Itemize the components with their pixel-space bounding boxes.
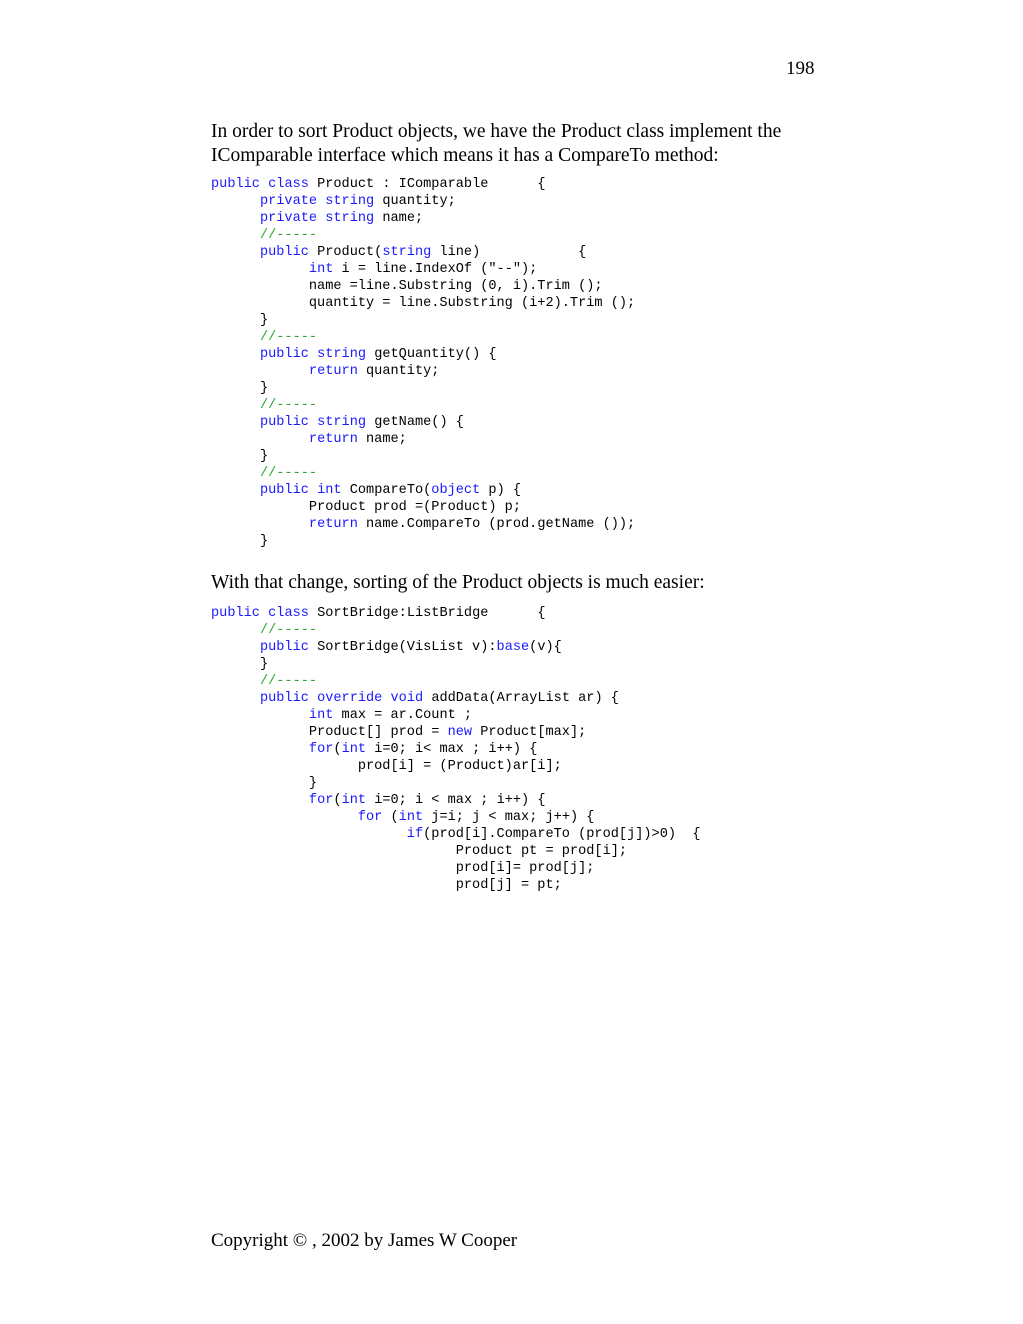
code-text: } bbox=[211, 534, 269, 549]
code-line bbox=[211, 605, 700, 622]
code-text: i=0; i < max ; i++) { bbox=[366, 793, 546, 808]
code-keyword: public bbox=[259, 691, 309, 706]
code-text: quantity = line.Substring (i+2).Trim (); bbox=[211, 296, 636, 311]
code-line bbox=[211, 261, 635, 278]
code-line bbox=[211, 622, 700, 639]
code-text bbox=[260, 177, 268, 192]
code-text bbox=[211, 228, 260, 243]
code-keyword: return bbox=[308, 432, 358, 447]
code-keyword: string bbox=[325, 211, 375, 226]
code-text: } bbox=[211, 657, 269, 672]
code-text: name =line.Substring (0, i).Trim (); bbox=[211, 279, 603, 294]
code-text bbox=[211, 364, 309, 379]
code-text bbox=[211, 330, 260, 345]
code-line bbox=[211, 312, 635, 329]
code-text bbox=[211, 640, 260, 655]
code-line bbox=[211, 210, 635, 227]
code-text: i = line.IndexOf ("--"); bbox=[333, 262, 538, 277]
code-text: getName() { bbox=[366, 415, 464, 430]
code-text: (v){ bbox=[529, 640, 562, 655]
code-text bbox=[211, 194, 260, 209]
code-text bbox=[211, 742, 309, 757]
code-text bbox=[211, 674, 260, 689]
code-keyword: for bbox=[308, 742, 334, 757]
code-text bbox=[211, 432, 309, 447]
code-line bbox=[211, 244, 635, 261]
code-text bbox=[211, 810, 358, 825]
code-line bbox=[211, 639, 700, 656]
code-keyword: class bbox=[268, 606, 309, 621]
code-line bbox=[211, 499, 635, 516]
code-line bbox=[211, 193, 635, 210]
code-line bbox=[211, 346, 635, 363]
code-text: addData(ArrayList ar) { bbox=[423, 691, 619, 706]
code-keyword: class bbox=[268, 177, 309, 192]
code-text: max = ar.Count ; bbox=[333, 708, 473, 723]
code-keyword: public bbox=[259, 415, 309, 430]
code-keyword: public bbox=[259, 640, 309, 655]
code-comment: //----- bbox=[259, 398, 318, 413]
code-text: (prod[i].CompareTo (prod[j])>0) { bbox=[423, 827, 701, 842]
code-text bbox=[211, 398, 260, 413]
code-line bbox=[211, 431, 635, 448]
code-comment: //----- bbox=[259, 623, 318, 638]
code-keyword: object bbox=[431, 483, 481, 498]
code-text bbox=[211, 691, 260, 706]
code-line bbox=[211, 877, 700, 894]
code-line bbox=[211, 758, 700, 775]
code-text: quantity; bbox=[357, 364, 440, 379]
code-text: name; bbox=[357, 432, 407, 447]
code-text bbox=[211, 793, 309, 808]
code-text: ( bbox=[333, 793, 342, 808]
code-text: CompareTo( bbox=[341, 483, 432, 498]
code-keyword: int bbox=[341, 742, 367, 757]
code-line bbox=[211, 295, 635, 312]
code-text: line) { bbox=[431, 245, 587, 260]
code-text bbox=[309, 347, 317, 362]
code-text bbox=[211, 415, 260, 430]
code-line bbox=[211, 809, 700, 826]
page-number: 198 bbox=[786, 58, 815, 79]
code-keyword: return bbox=[308, 364, 358, 379]
code-line bbox=[211, 826, 700, 843]
code-line bbox=[211, 843, 700, 860]
code-text: prod[i] = (Product)ar[i]; bbox=[211, 759, 562, 774]
code-line bbox=[211, 380, 635, 397]
code-text: ( bbox=[333, 742, 342, 757]
code-text bbox=[382, 691, 390, 706]
code-text bbox=[211, 827, 407, 842]
code-keyword: int bbox=[308, 262, 334, 277]
code-keyword: private bbox=[259, 211, 318, 226]
code-text: name.CompareTo (prod.getName ()); bbox=[357, 517, 636, 532]
code-line bbox=[211, 516, 635, 533]
code-line bbox=[211, 860, 700, 877]
code-text: j=i; j < max; j++) { bbox=[423, 810, 595, 825]
code-text: } bbox=[211, 381, 269, 396]
code-line bbox=[211, 482, 635, 499]
code-line bbox=[211, 707, 700, 724]
code-line bbox=[211, 656, 700, 673]
code-text bbox=[317, 211, 325, 226]
code-keyword: int bbox=[308, 708, 334, 723]
code-line bbox=[211, 448, 635, 465]
code-text bbox=[309, 415, 317, 430]
code-keyword: public bbox=[259, 347, 309, 362]
code-keyword: public bbox=[259, 245, 309, 260]
intro-paragraph-line: IComparable interface which means it has a CompareTo method: bbox=[211, 145, 719, 166]
code-text: prod[j] = pt; bbox=[211, 878, 562, 893]
code-keyword: string bbox=[317, 415, 367, 430]
code-line bbox=[211, 724, 700, 741]
code-text bbox=[309, 483, 317, 498]
code-text: } bbox=[211, 313, 269, 328]
code-text bbox=[211, 347, 260, 362]
code-text bbox=[309, 691, 317, 706]
code-text: Product( bbox=[308, 245, 383, 260]
code-line bbox=[211, 533, 635, 550]
code-line bbox=[211, 775, 700, 792]
code-text: ( bbox=[382, 810, 399, 825]
code-keyword: public bbox=[211, 606, 260, 621]
code-text: Product[] prod = bbox=[211, 725, 448, 740]
code-text bbox=[211, 483, 260, 498]
code-text: name; bbox=[374, 211, 424, 226]
code-keyword: void bbox=[390, 691, 424, 706]
code-text bbox=[211, 262, 309, 277]
code-keyword: private bbox=[259, 194, 318, 209]
code-keyword: for bbox=[357, 810, 383, 825]
intro-paragraph bbox=[211, 120, 781, 168]
code-text bbox=[211, 466, 260, 481]
code-keyword: int bbox=[341, 793, 367, 808]
code-keyword: string bbox=[317, 347, 367, 362]
code-text: SortBridge:ListBridge { bbox=[308, 606, 546, 621]
code-keyword: string bbox=[325, 194, 375, 209]
code-text: getQuantity() { bbox=[366, 347, 497, 362]
code-keyword: public bbox=[211, 177, 260, 192]
code-text: } bbox=[211, 449, 269, 464]
copyright-footer: Copyright © , 2002 by James W Cooper bbox=[211, 1230, 518, 1251]
code-comment: //----- bbox=[259, 674, 318, 689]
code-text: Product[max]; bbox=[472, 725, 587, 740]
product-class-code-block bbox=[211, 176, 635, 550]
code-text: p) { bbox=[480, 483, 522, 498]
code-text bbox=[211, 517, 309, 532]
code-text: Product : IComparable { bbox=[308, 177, 546, 192]
code-text: Product pt = prod[i]; bbox=[211, 844, 628, 859]
intro-paragraph-line: In order to sort Product objects, we have the Product class implement the bbox=[211, 121, 782, 142]
code-comment: //----- bbox=[259, 228, 318, 243]
code-text bbox=[211, 245, 260, 260]
code-comment: //----- bbox=[259, 466, 318, 481]
code-keyword: return bbox=[308, 517, 358, 532]
code-text bbox=[211, 211, 260, 226]
code-line bbox=[211, 329, 635, 346]
code-text bbox=[260, 606, 268, 621]
code-line bbox=[211, 741, 700, 758]
code-keyword: override bbox=[317, 691, 383, 706]
code-keyword: for bbox=[308, 793, 334, 808]
code-line bbox=[211, 465, 635, 482]
code-text: prod[i]= prod[j]; bbox=[211, 861, 595, 876]
sortbridge-class-code-block bbox=[211, 605, 700, 894]
code-keyword: int bbox=[398, 810, 424, 825]
code-comment: //----- bbox=[259, 330, 318, 345]
code-line bbox=[211, 176, 635, 193]
code-text: quantity; bbox=[374, 194, 456, 209]
code-line bbox=[211, 690, 700, 707]
code-line bbox=[211, 278, 635, 295]
code-line bbox=[211, 792, 700, 809]
code-text bbox=[211, 708, 309, 723]
code-keyword: base bbox=[496, 640, 530, 655]
code-text: i=0; i< max ; i++) { bbox=[366, 742, 538, 757]
sorting-paragraph: With that change, sorting of the Product objects is much easier: bbox=[211, 572, 705, 593]
code-text: } bbox=[211, 776, 318, 791]
code-line bbox=[211, 673, 700, 690]
code-line bbox=[211, 363, 635, 380]
code-line bbox=[211, 227, 635, 244]
code-keyword: if bbox=[406, 827, 424, 842]
code-text bbox=[317, 194, 325, 209]
code-line bbox=[211, 414, 635, 431]
code-text bbox=[211, 623, 260, 638]
code-keyword: public bbox=[259, 483, 309, 498]
code-keyword: string bbox=[382, 245, 432, 260]
code-line bbox=[211, 397, 635, 414]
code-keyword: int bbox=[317, 483, 342, 498]
code-text: SortBridge(VisList v): bbox=[308, 640, 497, 655]
code-keyword: new bbox=[447, 725, 473, 740]
code-text: Product prod =(Product) p; bbox=[211, 500, 521, 515]
